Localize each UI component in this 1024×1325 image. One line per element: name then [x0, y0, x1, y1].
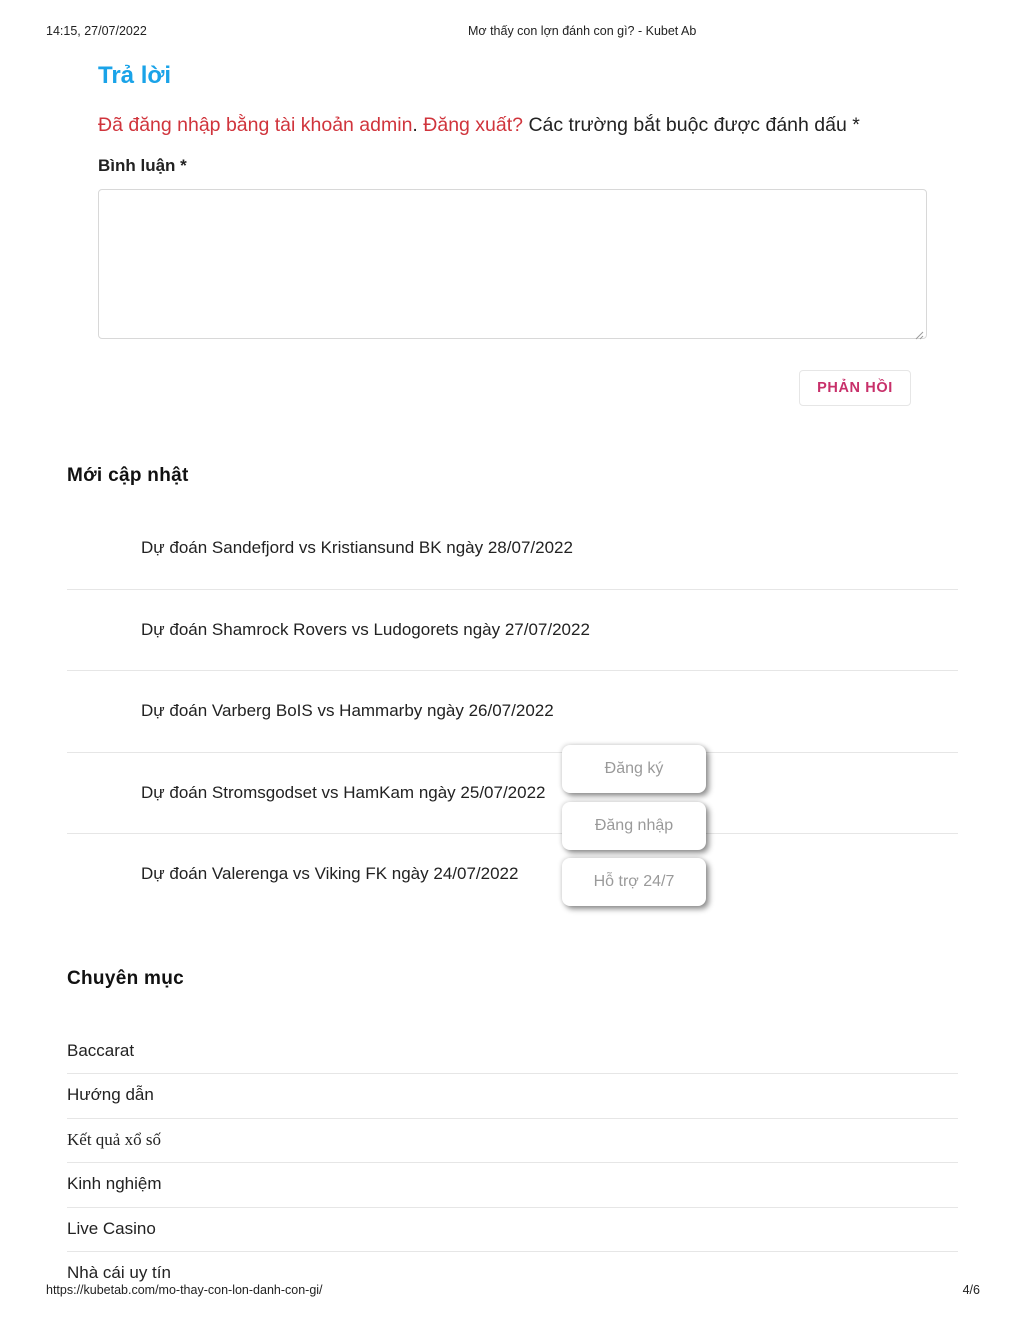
recent-post-link[interactable]: Dự đoán Shamrock Rovers vs Ludogorets ngày 27/07/2022 [141, 619, 590, 639]
login-button[interactable]: Đăng nhập [562, 802, 706, 850]
print-timestamp: 14:15, 27/07/2022 [46, 24, 147, 38]
category-item [67, 1119, 958, 1163]
recent-post-item [67, 590, 958, 672]
recent-post-item [67, 834, 958, 916]
category-item [67, 1074, 958, 1118]
category-link[interactable]: Baccarat [67, 1041, 135, 1060]
category-link[interactable]: Kinh nghiệm [67, 1174, 162, 1194]
recent-post-item [67, 753, 958, 835]
register-button[interactable]: Đăng ký [562, 745, 706, 793]
comment-textarea[interactable] [98, 189, 927, 339]
category-item [67, 1252, 958, 1284]
category-item [67, 1163, 958, 1207]
submit-reply-button[interactable]: PHẢN HỒI [799, 370, 911, 406]
category-item [67, 1208, 958, 1252]
category-link[interactable]: Live Casino [67, 1218, 156, 1238]
recent-post-link[interactable]: Dự đoán Varberg BoIS vs Hammarby ngày 26/07/2022 [141, 701, 554, 720]
recent-post-link[interactable]: Dự đoán Sandefjord vs Kristiansund BK ngày 28/07/2022 [141, 538, 573, 557]
print-footer [0, 1283, 1024, 1301]
recent-post-link[interactable]: Dự đoán Stromsgodset vs HamKam ngày 25/07/2022 [141, 782, 546, 802]
recent-post-item [67, 508, 958, 590]
reply-title: Trả lời [98, 62, 172, 89]
recent-heading: Mới cập nhật [67, 465, 189, 486]
print-header [0, 24, 1024, 42]
recent-post-link[interactable]: Dự đoán Valerenga vs Viking FK ngày 24/07/2022 [141, 864, 519, 883]
categories-heading: Chuyên mục [67, 968, 185, 989]
logged-in-notice [98, 114, 860, 137]
print-document-title: Mơ thấy con lợn đánh con gì? - Kubet Ab [468, 24, 697, 38]
page-number: 4/6 [962, 1283, 980, 1297]
category-item [67, 1030, 958, 1074]
separator: . [412, 114, 418, 136]
support-button[interactable]: Hỗ trợ 24/7 [562, 858, 706, 906]
category-link[interactable]: Kết quả xổ số [67, 1129, 161, 1149]
category-link[interactable]: Hướng dẫn [67, 1085, 154, 1105]
required-fields-note: Các trường bắt buộc được đánh dấu * [528, 114, 860, 136]
resize-grip-icon[interactable] [915, 327, 924, 336]
logout-link[interactable]: Đăng xuất? [423, 114, 524, 136]
comment-label: Bình luận * [98, 156, 187, 175]
print-url: https://kubetab.com/mo-thay-con-lon-danh-con-gi/ [46, 1283, 323, 1297]
recent-post-item [67, 671, 958, 753]
logged-in-as-link[interactable]: Đã đăng nhập bằng tài khoản admin [98, 114, 413, 136]
recent-posts-list [67, 508, 958, 916]
category-link[interactable]: Nhà cái uy tín [67, 1262, 171, 1282]
categories-list [67, 1030, 958, 1284]
